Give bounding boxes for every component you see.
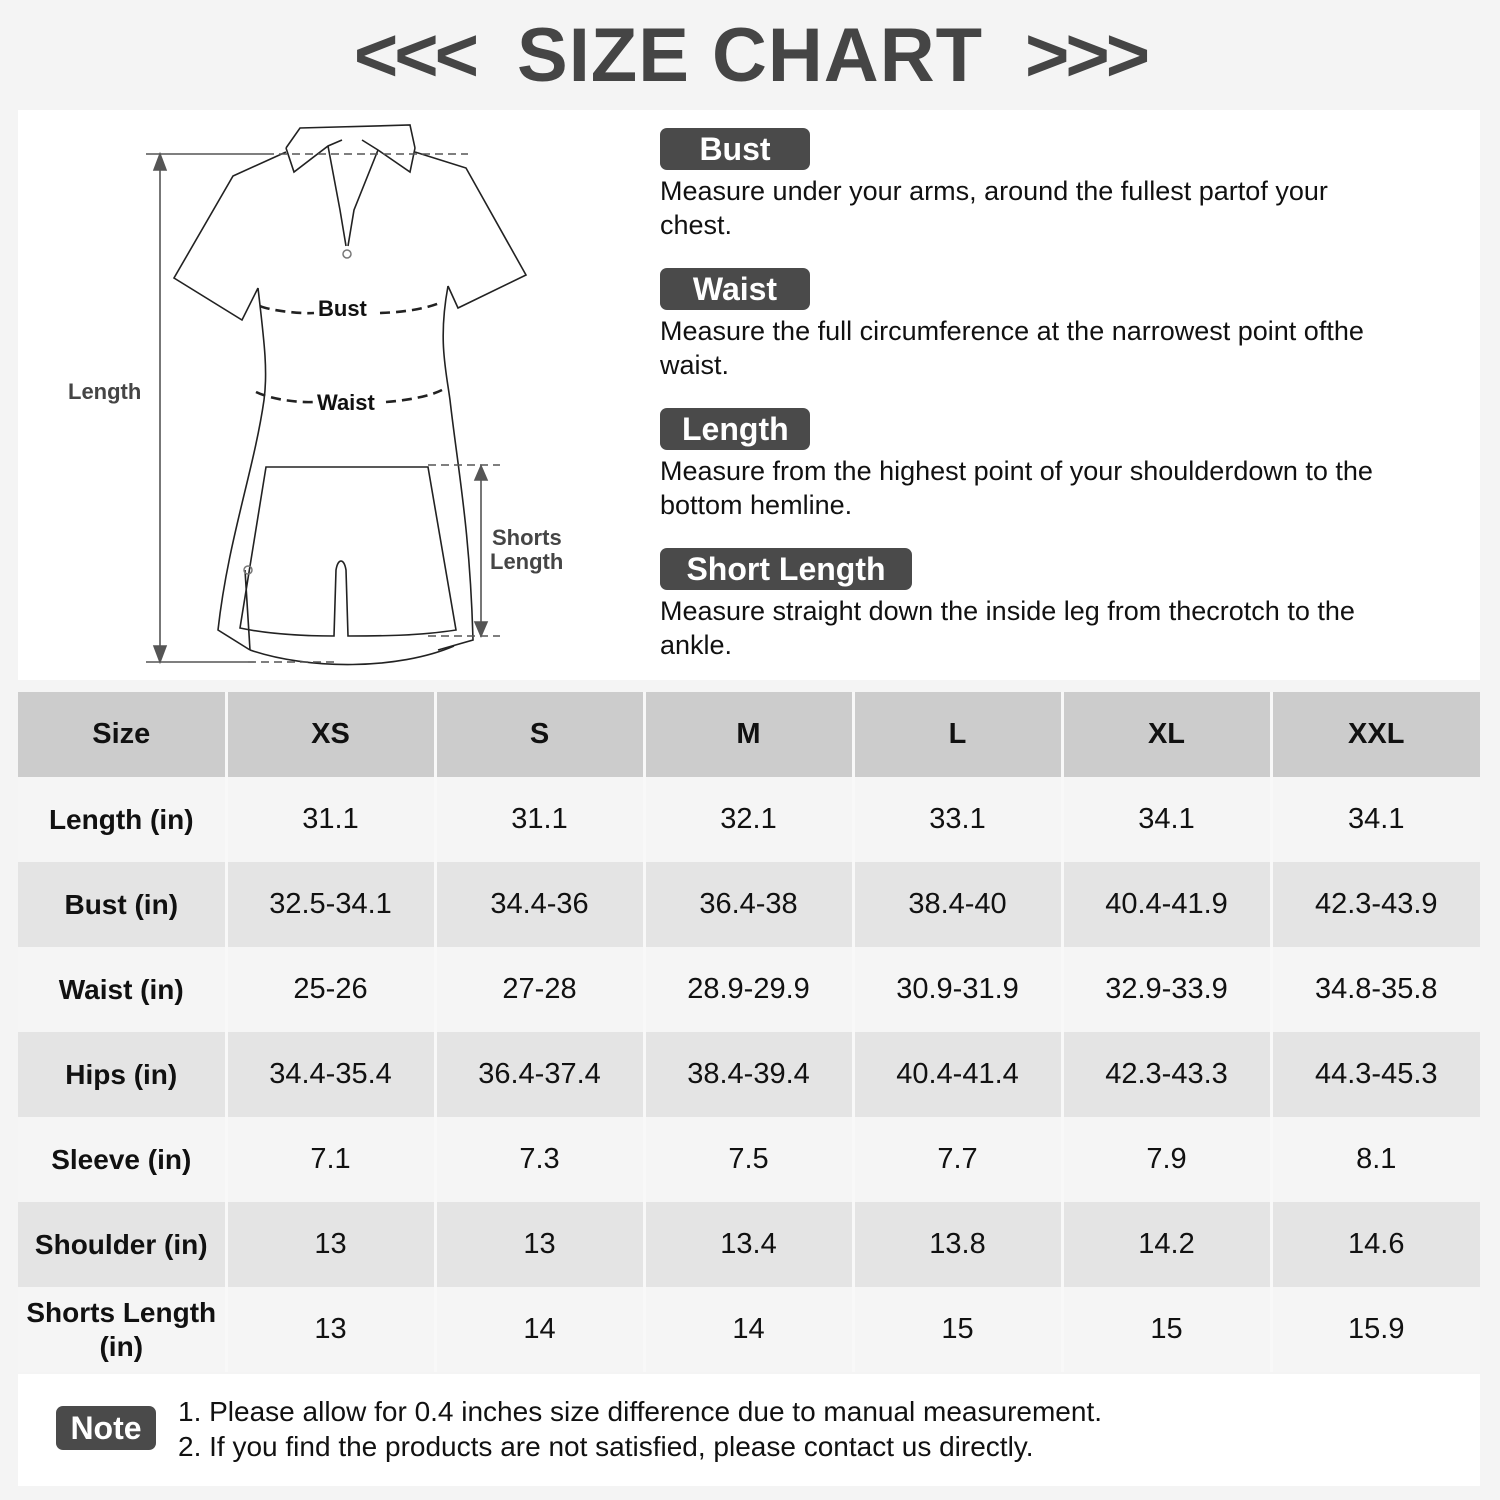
header-xxl: XXL [1271, 692, 1480, 777]
table-row [18, 1117, 1480, 1202]
row-label-shorts-length: Shorts Length (in) [18, 1287, 226, 1372]
garment-diagram [18, 110, 638, 680]
table-cell: 32.1 [644, 777, 853, 862]
table-cell: 13 [226, 1287, 435, 1372]
length-badge: Length [660, 408, 810, 450]
header-m: M [644, 692, 853, 777]
table-cell: 34.1 [1062, 777, 1271, 862]
note-line-1: 1. Please allow for 0.4 inches size difference due to manual measurement. [178, 1396, 1102, 1427]
length-label: Length [68, 379, 142, 404]
table-cell: 8.1 [1271, 1117, 1480, 1202]
short-length-badge: Short Length [660, 548, 912, 590]
table-cell: 15.9 [1271, 1287, 1480, 1372]
row-label-shoulder: Shoulder (in) [18, 1202, 226, 1287]
table-cell: 27-28 [435, 947, 644, 1032]
table-cell: 32.9-33.9 [1062, 947, 1271, 1032]
table-cell: 14 [644, 1287, 853, 1372]
table-cell: 40.4-41.4 [853, 1032, 1062, 1117]
table-cell: 31.1 [435, 777, 644, 862]
header-s: S [435, 692, 644, 777]
note-badge: Note [56, 1406, 156, 1450]
row-label-waist: Waist (in) [18, 947, 226, 1032]
row-label-sleeve: Sleeve (in) [18, 1117, 226, 1202]
note-lines [178, 1394, 1102, 1464]
title-text: SIZE CHART [517, 13, 983, 98]
length-description: Measure from the highest point of your shoulderdown to the bottom hemline. [660, 456, 1373, 520]
table-cell: 25-26 [226, 947, 435, 1032]
waist-description: Measure the full circumference at the narrowest point ofthe waist. [660, 316, 1364, 380]
table-row [18, 1032, 1480, 1117]
table-cell: 28.9-29.9 [644, 947, 853, 1032]
size-header-row [18, 692, 1480, 777]
table-cell: 30.9-31.9 [853, 947, 1062, 1032]
table-cell: 40.4-41.9 [1062, 862, 1271, 947]
shorts-length-label-line1: Shorts [492, 525, 562, 550]
note-line-2: 2. If you find the products are not satisfied, please contact us directly. [178, 1431, 1034, 1462]
table-cell: 38.4-40 [853, 862, 1062, 947]
size-table [18, 692, 1480, 1372]
table-cell: 7.9 [1062, 1117, 1271, 1202]
row-label-hips: Hips (in) [18, 1032, 226, 1117]
row-label-length: Length (in) [18, 777, 226, 862]
table-cell: 15 [1062, 1287, 1271, 1372]
shorts-length-label-line2: Length [490, 549, 564, 574]
measurement-guide-panel [18, 110, 1480, 680]
measurement-item-bust [660, 128, 1460, 268]
waist-badge: Waist [660, 268, 810, 310]
table-cell: 38.4-39.4 [644, 1032, 853, 1117]
table-cell: 36.4-38 [644, 862, 853, 947]
header-xs: XS [226, 692, 435, 777]
table-row [18, 862, 1480, 947]
table-cell: 7.5 [644, 1117, 853, 1202]
table-cell: 34.4-35.4 [226, 1032, 435, 1117]
table-cell: 13.4 [644, 1202, 853, 1287]
table-cell: 44.3-45.3 [1271, 1032, 1480, 1117]
table-cell: 34.1 [1271, 777, 1480, 862]
table-row [18, 1287, 1480, 1372]
measurement-item-waist [660, 268, 1460, 408]
table-cell: 34.4-36 [435, 862, 644, 947]
left-chevrons: <<< [353, 13, 475, 98]
table-cell: 14.2 [1062, 1202, 1271, 1287]
table-cell: 33.1 [853, 777, 1062, 862]
page-title [0, 14, 1500, 98]
table-cell: 34.8-35.8 [1271, 947, 1480, 1032]
table-row [18, 947, 1480, 1032]
table-cell: 15 [853, 1287, 1062, 1372]
table-cell: 14 [435, 1287, 644, 1372]
table-cell: 7.1 [226, 1117, 435, 1202]
table-cell: 42.3-43.3 [1062, 1032, 1271, 1117]
measurement-item-length [660, 408, 1460, 548]
table-cell: 32.5-34.1 [226, 862, 435, 947]
table-row [18, 1202, 1480, 1287]
measurement-item-short-length [660, 548, 1460, 688]
table-row [18, 777, 1480, 862]
table-cell: 42.3-43.9 [1271, 862, 1480, 947]
bust-label: Bust [318, 296, 367, 321]
table-cell: 36.4-37.4 [435, 1032, 644, 1117]
table-cell: 7.7 [853, 1117, 1062, 1202]
header-size: Size [18, 692, 226, 777]
table-cell: 31.1 [226, 777, 435, 862]
header-xl: XL [1062, 692, 1271, 777]
right-chevrons: >>> [1025, 13, 1147, 98]
table-cell: 14.6 [1271, 1202, 1480, 1287]
table-cell: 13 [226, 1202, 435, 1287]
bust-description: Measure under your arms, around the fullest partof your chest. [660, 176, 1328, 240]
note-panel [18, 1374, 1480, 1486]
waist-label: Waist [317, 390, 375, 415]
table-cell: 13.8 [853, 1202, 1062, 1287]
bust-badge: Bust [660, 128, 810, 170]
header-l: L [853, 692, 1062, 777]
table-cell: 7.3 [435, 1117, 644, 1202]
table-cell: 13 [435, 1202, 644, 1287]
row-label-bust: Bust (in) [18, 862, 226, 947]
short-length-description: Measure straight down the inside leg from thecrotch to the ankle. [660, 596, 1355, 660]
measurement-descriptions [660, 128, 1460, 688]
